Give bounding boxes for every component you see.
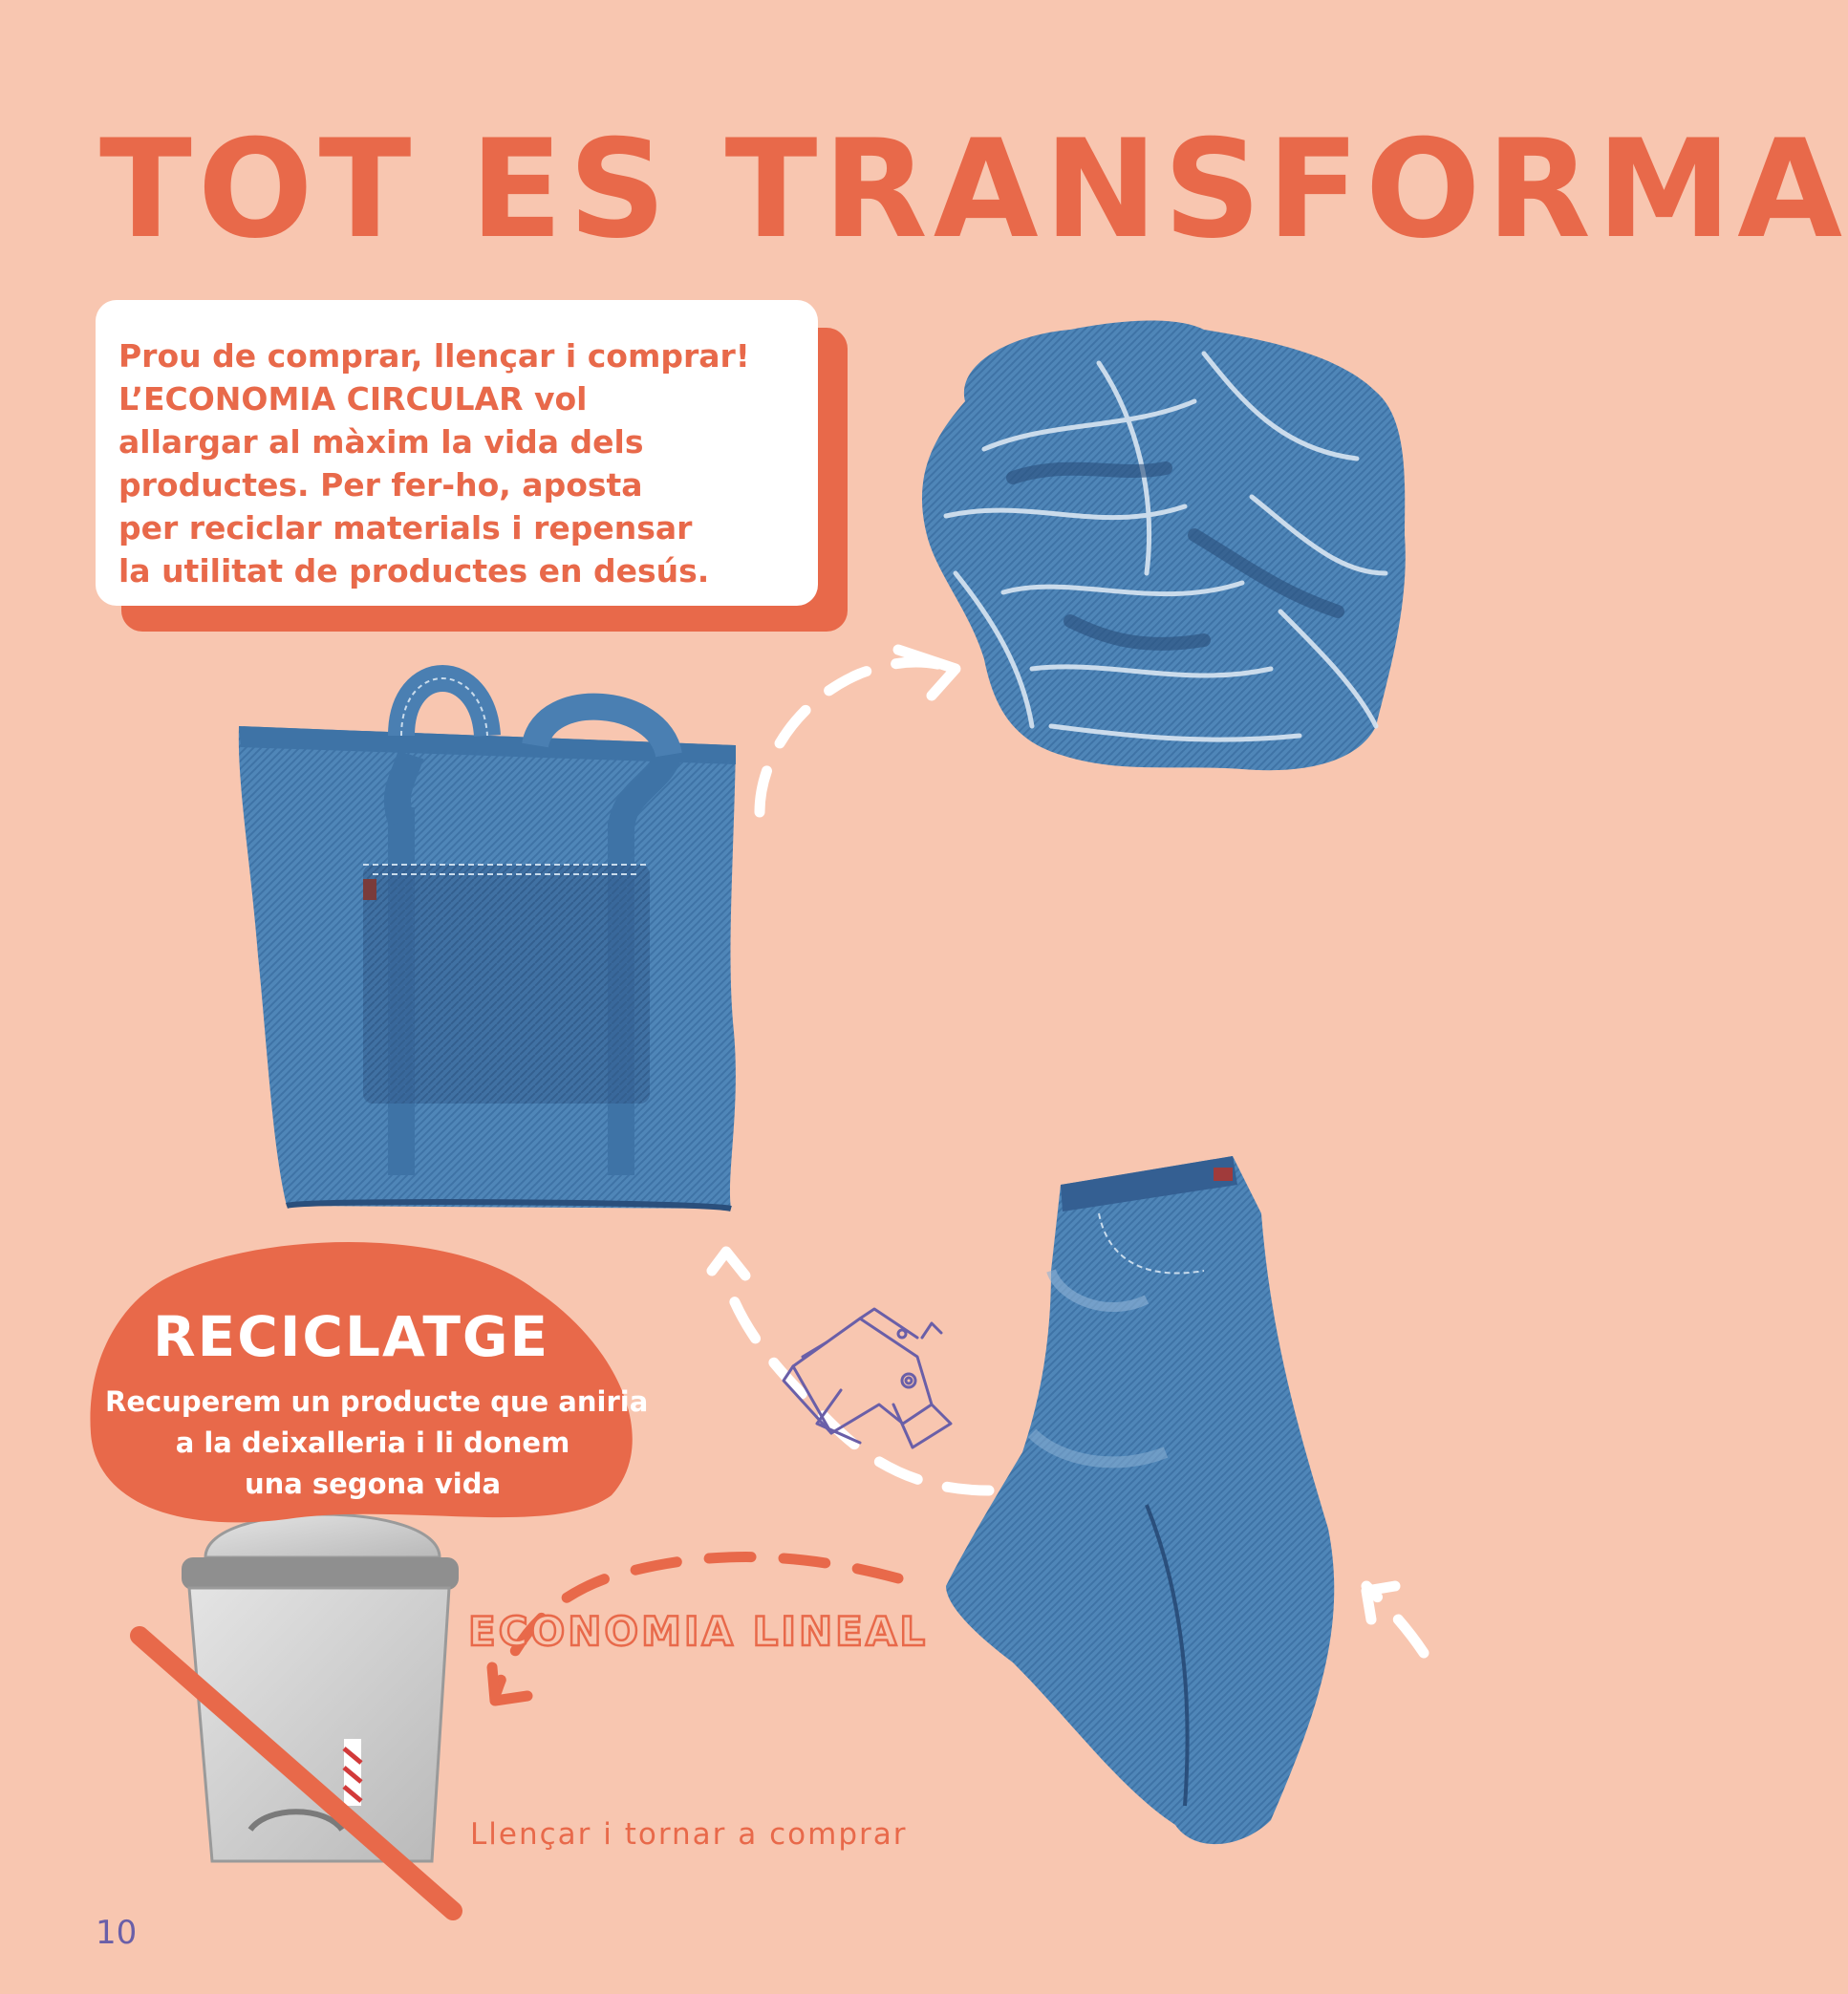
linear-economy-subtitle: Llençar i tornar a comprar xyxy=(470,1817,908,1852)
intro-line: productes. Per fer-ho, aposta xyxy=(118,466,643,504)
intro-line: allargar al màxim la vida dels xyxy=(118,423,644,461)
recycling-line: Recuperem un producte que aniria xyxy=(105,1385,649,1418)
trash-bin-photo xyxy=(182,1514,459,1861)
intro-line: L’ECONOMIA CIRCULAR vol xyxy=(118,380,588,418)
intro-box xyxy=(96,300,818,606)
page-title: TOT ES TRANSFORMA xyxy=(99,111,1848,268)
recycling-line: a la deixalleria i li donem xyxy=(175,1426,570,1459)
page-number: 10 xyxy=(96,1914,138,1952)
jeans-photo xyxy=(946,1156,1334,1844)
denim-scraps-photo xyxy=(922,321,1406,771)
intro-line: Prou de comprar, llençar i comprar! xyxy=(118,337,750,375)
intro-line: la utilitat de productes en desús. xyxy=(118,552,710,590)
intro-line: per reciclar materials i repensar xyxy=(118,509,693,547)
recycling-title: RECICLATGE xyxy=(153,1304,550,1369)
sewing-machine-icon xyxy=(784,1309,951,1447)
linear-economy-title: ECONOMIA LINEAL xyxy=(468,1608,929,1655)
denim-tote-bag-photo xyxy=(239,678,736,1209)
recycling-line: una segona vida xyxy=(244,1468,502,1500)
recycling-description xyxy=(105,1382,649,1505)
